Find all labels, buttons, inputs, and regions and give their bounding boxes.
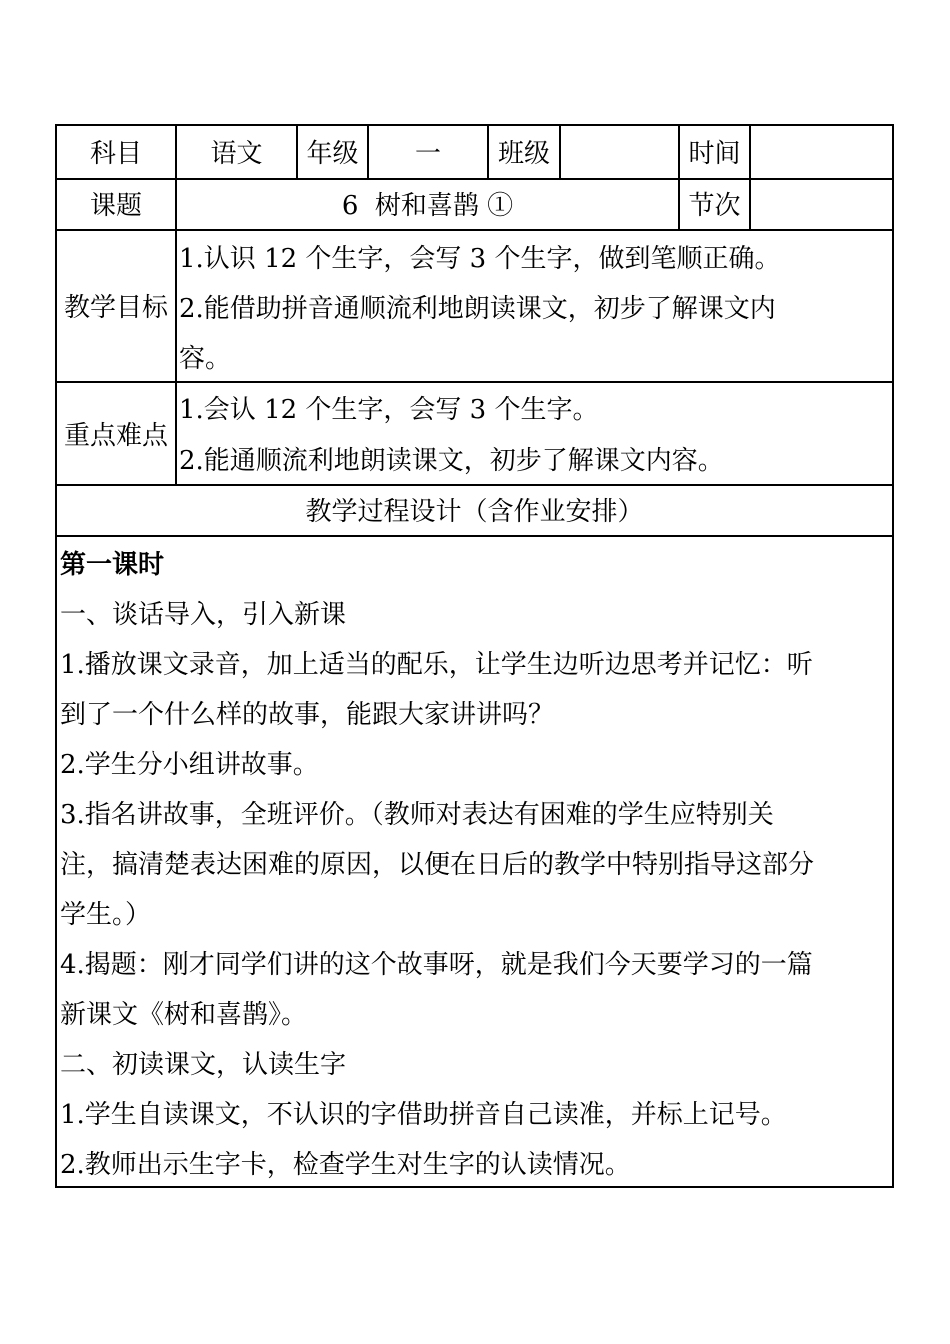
class-label: 班级 [497, 139, 550, 169]
process-line: 二、初读课文，认读生字 [60, 1050, 347, 1080]
row-divider [55, 381, 894, 383]
lesson-heading: 第一课时 [60, 550, 165, 580]
objectives-line: 2.能借助拼音通顺流利地朗读课文，初步了解课文内 [179, 294, 776, 324]
topic-label: 课题 [89, 191, 142, 221]
subject-label: 科目 [89, 139, 142, 169]
process-line: 到了一个什么样的故事，能跟大家讲讲吗？ [60, 700, 555, 730]
key-points-line: 1.会认 12 个生字，会写 3 个生字。 [179, 395, 599, 425]
row-divider [55, 229, 894, 231]
process-line: 4.揭题：刚才同学们讲的这个故事呀，就是我们今天要学习的一篇 [60, 950, 813, 980]
col-divider [559, 124, 561, 180]
process-line: 2.教师出示生字卡，检查学生对生字的认读情况。 [60, 1150, 631, 1180]
row-divider [55, 535, 894, 537]
process-line: 注，搞清楚表达困难的原因，以便在日后的教学中特别指导这部分 [60, 850, 815, 880]
key-points-label: 重点难点 [63, 421, 168, 451]
key-points-line: 2.能通顺流利地朗读课文，初步了解课文内容。 [179, 446, 724, 476]
objectives-line: 1.认识 12 个生字，会写 3 个生字，做到笔顺正确。 [179, 244, 781, 274]
topic-value: 6 树和喜鹊 ① [341, 191, 514, 221]
grade-label: 年级 [306, 139, 359, 169]
process-line: 1.学生自读课文，不认识的字借助拼音自己读准，并标上记号。 [60, 1100, 787, 1130]
col-divider [749, 124, 751, 180]
row-divider [55, 178, 894, 180]
grade-value: 一 [414, 139, 441, 169]
time-label: 时间 [688, 139, 741, 169]
process-line: 1.播放课文录音，加上适当的配乐，让学生边听边思考并记忆：听 [60, 650, 813, 680]
subject-value: 语文 [210, 139, 263, 169]
col-divider [175, 229, 177, 486]
objectives-line: 容。 [179, 344, 232, 374]
process-line: 一、谈话导入，引入新课 [60, 600, 347, 630]
process-line: 新课文《树和喜鹊》。 [60, 1000, 308, 1030]
col-divider [749, 178, 751, 231]
objectives-label: 教学目标 [63, 293, 168, 323]
process-title: 教学过程设计（含作业安排） [305, 497, 644, 527]
process-body [60, 540, 892, 1190]
session-label: 节次 [688, 191, 741, 221]
process-line: 学生。） [60, 900, 152, 930]
process-line: 3.指名讲故事，全班评价。（教师对表达有困难的学生应特别关 [60, 800, 774, 830]
row-divider [55, 484, 894, 486]
process-line: 2.学生分小组讲故事。 [60, 750, 319, 780]
